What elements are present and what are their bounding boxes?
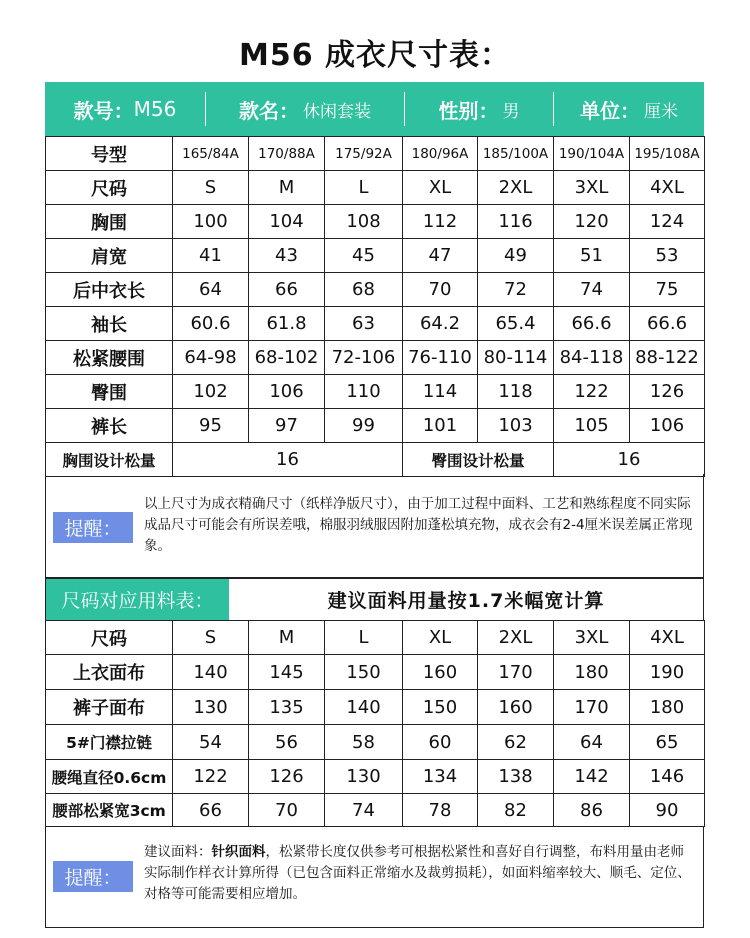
row-label: 5#门襟拉链 — [46, 725, 173, 760]
table-cell: 70 — [249, 794, 325, 827]
table-cell: 86 — [554, 794, 630, 827]
table-cell: 66 — [249, 273, 325, 307]
table-row — [46, 307, 705, 341]
table-cell: 120 — [554, 205, 630, 239]
table-cell: 78 — [403, 794, 478, 827]
table-row — [46, 655, 705, 690]
table-cell: 41 — [173, 239, 249, 273]
table-cell: M — [249, 171, 325, 205]
table-cell: 102 — [173, 375, 249, 409]
table-cell: 4XL — [630, 171, 705, 205]
table-cell: 100 — [173, 205, 249, 239]
row-label: 号型 — [46, 137, 173, 171]
page-title: M56 成衣尺寸表： — [238, 38, 512, 73]
row-label: 腰绳直径0.6cm — [46, 760, 173, 794]
table-row — [46, 690, 705, 725]
fabric-note-body: ，松紧带长度仅供参考可根据松紧性和喜好自行调整，布料用量由老师实际制作样衣计算所得（已包含面料正常缩水及裁剪损耗），如面料缩率较大、顺毛、定位、对格等可能需要相应增加。 — [144, 844, 691, 902]
gender-label: 性别： — [438, 98, 499, 123]
table-cell: 165/84A — [173, 137, 249, 171]
table-cell: 64-98 — [173, 341, 249, 375]
table-cell: 114 — [403, 375, 478, 409]
table-row — [46, 760, 705, 794]
table-cell: L — [325, 171, 403, 205]
table-row — [46, 794, 705, 827]
table-cell: 47 — [403, 239, 478, 273]
reminder-badge: 提醒： — [53, 512, 133, 543]
fabric-note-bold: 针织面料 — [211, 844, 266, 860]
table-cell: 146 — [630, 760, 705, 794]
table-cell: 45 — [325, 239, 403, 273]
table-cell: 76-110 — [403, 341, 478, 375]
table-cell: 185/100A — [478, 137, 554, 171]
row-label: 后中衣长 — [46, 273, 173, 307]
table-cell: XL — [403, 171, 478, 205]
table-cell: 103 — [478, 409, 554, 443]
unit — [554, 82, 704, 136]
reminder-text: 以上尺寸为成衣精确尺寸（纸样净版尺寸），由于加工过程中面料、工艺和熟练程度不同实际成品尺寸可能会有所误差哦，棉服羽绒服因附加蓬松填充物，成衣会有2-4厘米误差属正常现象。 — [144, 496, 693, 554]
table-row — [46, 621, 705, 655]
table-cell: 97 — [249, 409, 325, 443]
chest-ease-value: 16 — [173, 443, 403, 477]
table-cell: 68-102 — [249, 341, 325, 375]
table-cell: 3XL — [554, 621, 630, 655]
table-row — [46, 375, 705, 409]
table-cell: 60 — [403, 725, 478, 760]
table-cell: 145 — [249, 655, 325, 690]
table-cell: 66 — [173, 794, 249, 827]
table-cell: 190 — [630, 655, 705, 690]
table-cell: L — [325, 621, 403, 655]
table-cell: 112 — [403, 205, 478, 239]
table-cell: 116 — [478, 205, 554, 239]
table-cell: 180/96A — [403, 137, 478, 171]
table-row — [46, 341, 705, 375]
table-cell: 95 — [173, 409, 249, 443]
row-label: 尺码 — [46, 171, 173, 205]
table-cell: 62 — [478, 725, 554, 760]
table-cell: 53 — [630, 239, 705, 273]
table-cell: 56 — [249, 725, 325, 760]
style-no-label: 款号： — [73, 98, 134, 123]
table-cell: 130 — [325, 760, 403, 794]
fabric-note-prefix: 建议面料： — [144, 844, 212, 860]
table-cell: 180 — [554, 655, 630, 690]
table-cell: 4XL — [630, 621, 705, 655]
style-name-label: 款名： — [239, 98, 299, 123]
table-cell: 51 — [554, 239, 630, 273]
table-cell: 63 — [325, 307, 403, 341]
table-cell: 138 — [478, 760, 554, 794]
fabric-section-tag: 尺码对应用料表： — [46, 579, 229, 620]
table-cell: 74 — [554, 273, 630, 307]
hip-ease-value: 16 — [554, 443, 705, 477]
gender — [405, 82, 553, 136]
row-label: 袖长 — [46, 307, 173, 341]
row-label: 肩宽 — [46, 239, 173, 273]
table-row — [46, 273, 705, 307]
table-cell: 150 — [325, 655, 403, 690]
table-row — [46, 205, 705, 239]
table-cell: 126 — [630, 375, 705, 409]
table-cell: 75 — [630, 273, 705, 307]
row-label: 尺码 — [46, 621, 173, 655]
table-cell: 65 — [630, 725, 705, 760]
table-cell: 101 — [403, 409, 478, 443]
table-cell: 3XL — [554, 171, 630, 205]
table-cell: 2XL — [478, 621, 554, 655]
table-cell: 72 — [478, 273, 554, 307]
table-cell: 124 — [630, 205, 705, 239]
table-cell: 66.6 — [554, 307, 630, 341]
table-row — [46, 239, 705, 273]
table-cell: S — [173, 621, 249, 655]
table-cell: 60.6 — [173, 307, 249, 341]
table-cell: 170 — [554, 690, 630, 725]
table-cell: 64 — [554, 725, 630, 760]
table-cell: 84-118 — [554, 341, 630, 375]
table-cell: 68 — [325, 273, 403, 307]
table-cell: 82 — [478, 794, 554, 827]
table-cell: 134 — [403, 760, 478, 794]
table-cell: 106 — [249, 375, 325, 409]
row-label: 胸围 — [46, 205, 173, 239]
table-cell: 175/92A — [325, 137, 403, 171]
table-row — [46, 137, 705, 171]
table-cell: 58 — [325, 725, 403, 760]
table-cell: 90 — [630, 794, 705, 827]
chest-ease-label: 胸围设计松量 — [46, 443, 173, 477]
table-cell: 64 — [173, 273, 249, 307]
table-cell: 140 — [173, 655, 249, 690]
gender-value: 男 — [502, 101, 520, 122]
table-row — [46, 725, 705, 760]
table-cell: 49 — [478, 239, 554, 273]
style-name — [206, 82, 404, 136]
table-cell: 72-106 — [325, 341, 403, 375]
fabric-section-header — [45, 578, 704, 620]
style-no-value: M56 — [133, 97, 177, 121]
table-cell: 88-122 — [630, 341, 705, 375]
table-cell: 190/104A — [554, 137, 630, 171]
ease-row — [46, 443, 705, 477]
unit-label: 单位： — [580, 98, 640, 123]
table-cell: S — [173, 171, 249, 205]
fabric-section-title: 建议面料用量按1.7米幅宽计算 — [327, 590, 605, 612]
spec-header-bar — [45, 82, 704, 136]
table-cell: 150 — [403, 690, 478, 725]
table-cell: 110 — [325, 375, 403, 409]
table-cell: 2XL — [478, 171, 554, 205]
row-label: 腰部松紧宽3cm — [46, 794, 173, 827]
table-cell: 160 — [478, 690, 554, 725]
table-cell: 118 — [478, 375, 554, 409]
table-cell: XL — [403, 621, 478, 655]
table-cell: 43 — [249, 239, 325, 273]
row-label: 松紧腰围 — [46, 341, 173, 375]
table-cell: 99 — [325, 409, 403, 443]
table-cell: 66.6 — [630, 307, 705, 341]
table-cell: 64.2 — [403, 307, 478, 341]
row-label: 裤子面布 — [46, 690, 173, 725]
style-no — [45, 82, 205, 136]
table-row — [46, 171, 705, 205]
table-cell: 105 — [554, 409, 630, 443]
table-cell: 104 — [249, 205, 325, 239]
fabric-table — [45, 620, 705, 827]
row-label: 上衣面布 — [46, 655, 173, 690]
table-cell: 122 — [173, 760, 249, 794]
reminder-box-1 — [45, 474, 704, 578]
table-cell: 170/88A — [249, 137, 325, 171]
table-cell: 70 — [403, 273, 478, 307]
table-cell: 140 — [325, 690, 403, 725]
table-cell: 130 — [173, 690, 249, 725]
unit-value: 厘米 — [644, 101, 678, 122]
table-cell: 195/108A — [630, 137, 705, 171]
reminder-text — [144, 842, 696, 905]
row-label: 臀围 — [46, 375, 173, 409]
hip-ease-label: 臀围设计松量 — [403, 443, 554, 477]
size-table — [45, 136, 705, 477]
table-cell: 160 — [403, 655, 478, 690]
style-name-value: 休闲套装 — [303, 101, 371, 122]
table-cell: 122 — [554, 375, 630, 409]
table-cell: 180 — [630, 690, 705, 725]
table-cell: 108 — [325, 205, 403, 239]
table-cell: 106 — [630, 409, 705, 443]
table-cell: M — [249, 621, 325, 655]
row-label: 裤长 — [46, 409, 173, 443]
table-cell: 170 — [478, 655, 554, 690]
table-cell: 54 — [173, 725, 249, 760]
table-row — [46, 409, 705, 443]
reminder-badge: 提醒： — [53, 861, 133, 892]
table-cell: 135 — [249, 690, 325, 725]
table-cell: 126 — [249, 760, 325, 794]
reminder-box-2 — [45, 826, 704, 928]
table-cell: 61.8 — [249, 307, 325, 341]
table-cell: 142 — [554, 760, 630, 794]
table-cell: 80-114 — [478, 341, 554, 375]
table-cell: 74 — [325, 794, 403, 827]
table-cell: 65.4 — [478, 307, 554, 341]
